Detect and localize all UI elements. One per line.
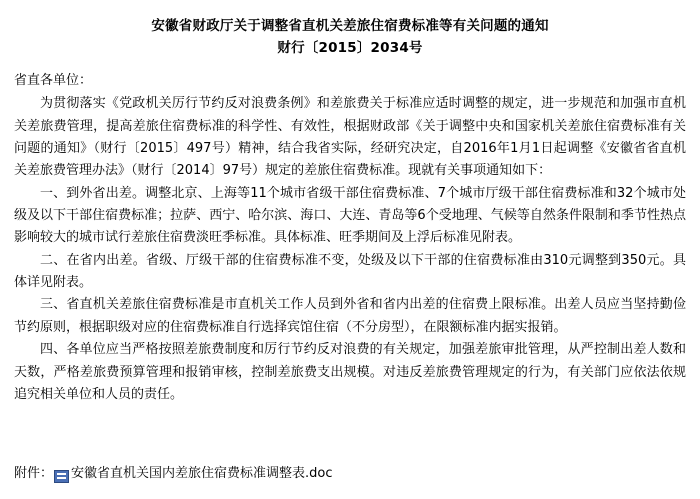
paragraph-item-3: 三、省直机关差旅住宿费标准是市直机关工作人员到外省和省内出差的住宿费上限标准。出差人员应当坚持勤俭节约原则，根据职级对应的住宿费标准自行选择宾馆住宿（不分房型），在限额标准内据实报销。 [14, 297, 686, 335]
document-attachment-icon [54, 470, 69, 483]
paragraph-intro: 为贯彻落实《党政机关厉行节约反对浪费条例》和差旅费关于标准应适时调整的规定，进一步规范和加强市直机关差旅费管理，提高差旅住宿费标准的科学性、有效性，根据财政部《关于调整中央和国家机关差旅住宿费标准有关问题的通知》（财行〔2015〕497号）精神，结合我省实际，经研究决定，自2016年1月1日起调整《安徽省省直机关差旅费管理办法》（财行〔2014〕97号）规定的差旅住宿费标准。现就有关事项通知如下： [14, 96, 686, 179]
document-body [14, 70, 686, 406]
paragraph-item-4: 四、各单位应当严格按照差旅费制度和厉行节约反对浪费的有关规定，加强差旅审批管理，从严控制出差人数和天数，严格差旅费预算管理和报销审核，控制差旅费支出规模。对违反差旅费管理规定的行为，有关部门应依法依规追究相关单位和人员的责任。 [14, 342, 686, 402]
page-title: 安徽省财政厅关于调整省直机关差旅住宿费标准等有关问题的通知 [151, 18, 549, 34]
attachment-section [14, 464, 333, 485]
paragraph-item-1: 一、到外省出差。调整北京、上海等11个城市省级干部住宿费标准、7个城市厅级干部住宿费标准和32个城市处级及以下干部住宿费标准；拉萨、西宁、哈尔滨、海口、大连、青岛等6个受地理、气候等自然条件限制和季节性热点影响较大的城市试行差旅住宿费淡旺季标准。具体标准、旺季期间及上浮后标准见附表。 [14, 185, 686, 246]
attachment-label: 附件： [14, 466, 54, 482]
attachment-file-link[interactable]: 安徽省直机关国内差旅住宿费标准调整表.doc [71, 466, 333, 482]
paragraph-item-2: 二、在省内出差。省级、厅级干部的住宿费标准不变，处级及以下干部的住宿费标准由310元调整到350元。具体详见附表。 [14, 252, 686, 291]
document-number: 财行〔2015〕2034号 [277, 39, 423, 56]
document-header [14, 16, 686, 60]
salutation: 省直各单位： [14, 72, 93, 88]
